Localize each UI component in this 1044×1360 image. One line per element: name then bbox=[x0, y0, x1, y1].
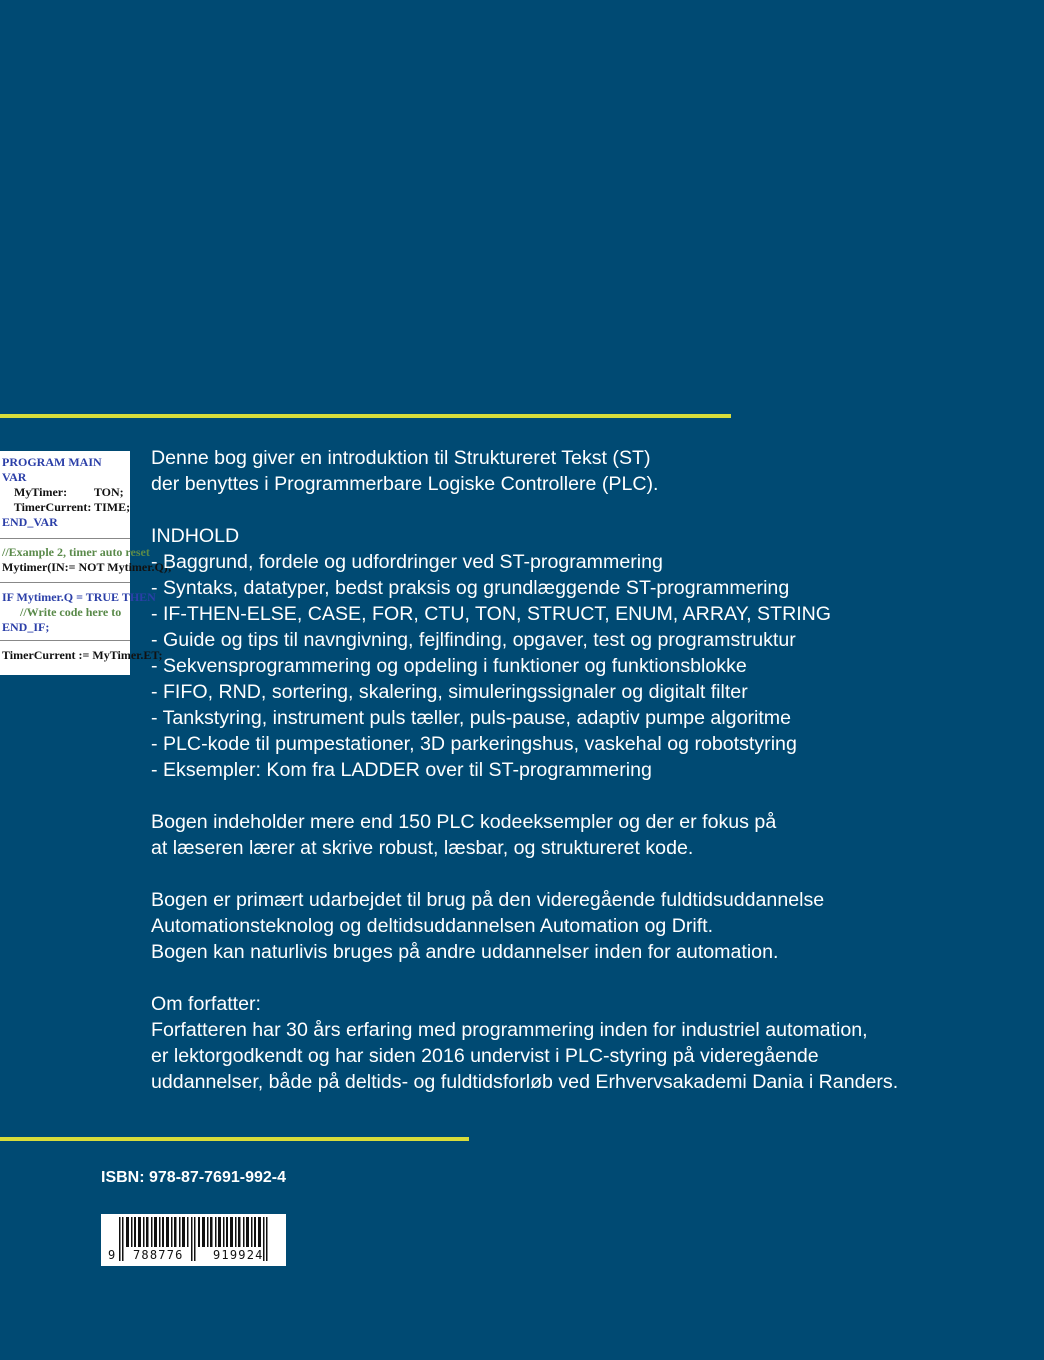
code-snippet-image bbox=[0, 451, 172, 675]
code-line: PROGRAM MAIN bbox=[2, 455, 102, 469]
barcode-digits bbox=[101, 1247, 286, 1263]
code-separator bbox=[0, 640, 130, 641]
author-line: Forfatteren har 30 års erfaring med programmering inden for industriel automation, bbox=[151, 1019, 868, 1041]
back-cover-text bbox=[151, 445, 1031, 1095]
code-line: IF Mytimer.Q = TRUE THEN bbox=[2, 590, 156, 604]
contents-item: - Sekvensprogrammering og opdeling i funktioner og funktionsblokke bbox=[151, 655, 747, 677]
author-heading: Om forfatter: bbox=[151, 993, 261, 1015]
audience-line: Bogen kan naturlivis bruges på andre uddannelser inden for automation. bbox=[151, 941, 779, 963]
contents-item: - Tankstyring, instrument puls tæller, puls-pause, adaptiv pumpe algoritme bbox=[151, 707, 792, 729]
isbn-barcode bbox=[101, 1214, 286, 1266]
contents-item: - IF-THEN-ELSE, CASE, FOR, CTU, TON, STRUCT, ENUM, ARRAY, STRING bbox=[151, 603, 832, 625]
code-line: TimerCurrent: TIME; bbox=[2, 500, 131, 514]
code-line: VAR bbox=[2, 470, 27, 484]
code-line: END_IF; bbox=[2, 620, 50, 634]
contents-item: - Guide og tips til navngivning, fejlfinding, opgaver, test og programstruktur bbox=[151, 629, 796, 651]
code-separator bbox=[0, 582, 130, 583]
contents-heading: INDHOLD bbox=[151, 525, 240, 547]
contents-item: - PLC-kode til pumpestationer, 3D parkeringshus, vaskehal og robotstyring bbox=[151, 733, 797, 755]
barcode-digits-left: 788776 bbox=[133, 1248, 184, 1262]
top-accent-rule bbox=[0, 414, 731, 418]
code-line: TimerCurrent := MyTimer.ET; bbox=[2, 648, 163, 662]
contents-item: - FIFO, RND, sortering, skalering, simuleringssignaler og digitalt filter bbox=[151, 681, 748, 703]
code-separator bbox=[0, 538, 130, 539]
code-line: //Write code here to bbox=[2, 605, 122, 619]
intro-line: Denne bog giver en introduktion til Struktureret Tekst (ST) bbox=[151, 447, 651, 469]
barcode-digits-right: 919924 bbox=[213, 1248, 264, 1262]
intro-line: der benyttes i Programmerbare Logiske Controllere (PLC). bbox=[151, 473, 659, 495]
author-line: er lektorgodkendt og har siden 2016 undervist i PLC-styring på videregående bbox=[151, 1045, 819, 1067]
isbn-label: ISBN: 978-87-7691-992-4 bbox=[101, 1169, 286, 1186]
contents-item: - Baggrund, fordele og udfordringer ved ST-programmering bbox=[151, 551, 663, 573]
examples-line: Bogen indeholder mere end 150 PLC kodeeksempler og der er fokus på bbox=[151, 811, 777, 833]
contents-item: - Syntaks, datatyper, bedst praksis og grundlæggende ST-programmering bbox=[151, 577, 790, 599]
code-line: MyTimer: TON; bbox=[2, 485, 124, 499]
code-line: Mytimer(IN:= NOT Mytimer.Q); bbox=[2, 560, 172, 574]
code-line: //Example 2, timer auto reset bbox=[2, 545, 150, 559]
examples-line: at læseren lærer at skrive robust, læsbar, og struktureret kode. bbox=[151, 837, 694, 859]
barcode-digit-first: 9 bbox=[108, 1248, 116, 1262]
code-line: END_VAR bbox=[2, 515, 58, 529]
contents-item: - Eksempler: Kom fra LADDER over til ST-programmering bbox=[151, 759, 652, 781]
audience-line: Bogen er primært udarbejdet til brug på den videregående fuldtidsuddannelse bbox=[151, 889, 825, 911]
author-line: uddannelser, både på deltids- og fuldtidsforløb ved Erhvervsakademi Dania i Randers. bbox=[151, 1071, 899, 1093]
audience-line: Automationsteknolog og deltidsuddannelsen Automation og Drift. bbox=[151, 915, 714, 937]
bottom-accent-rule bbox=[0, 1137, 469, 1141]
